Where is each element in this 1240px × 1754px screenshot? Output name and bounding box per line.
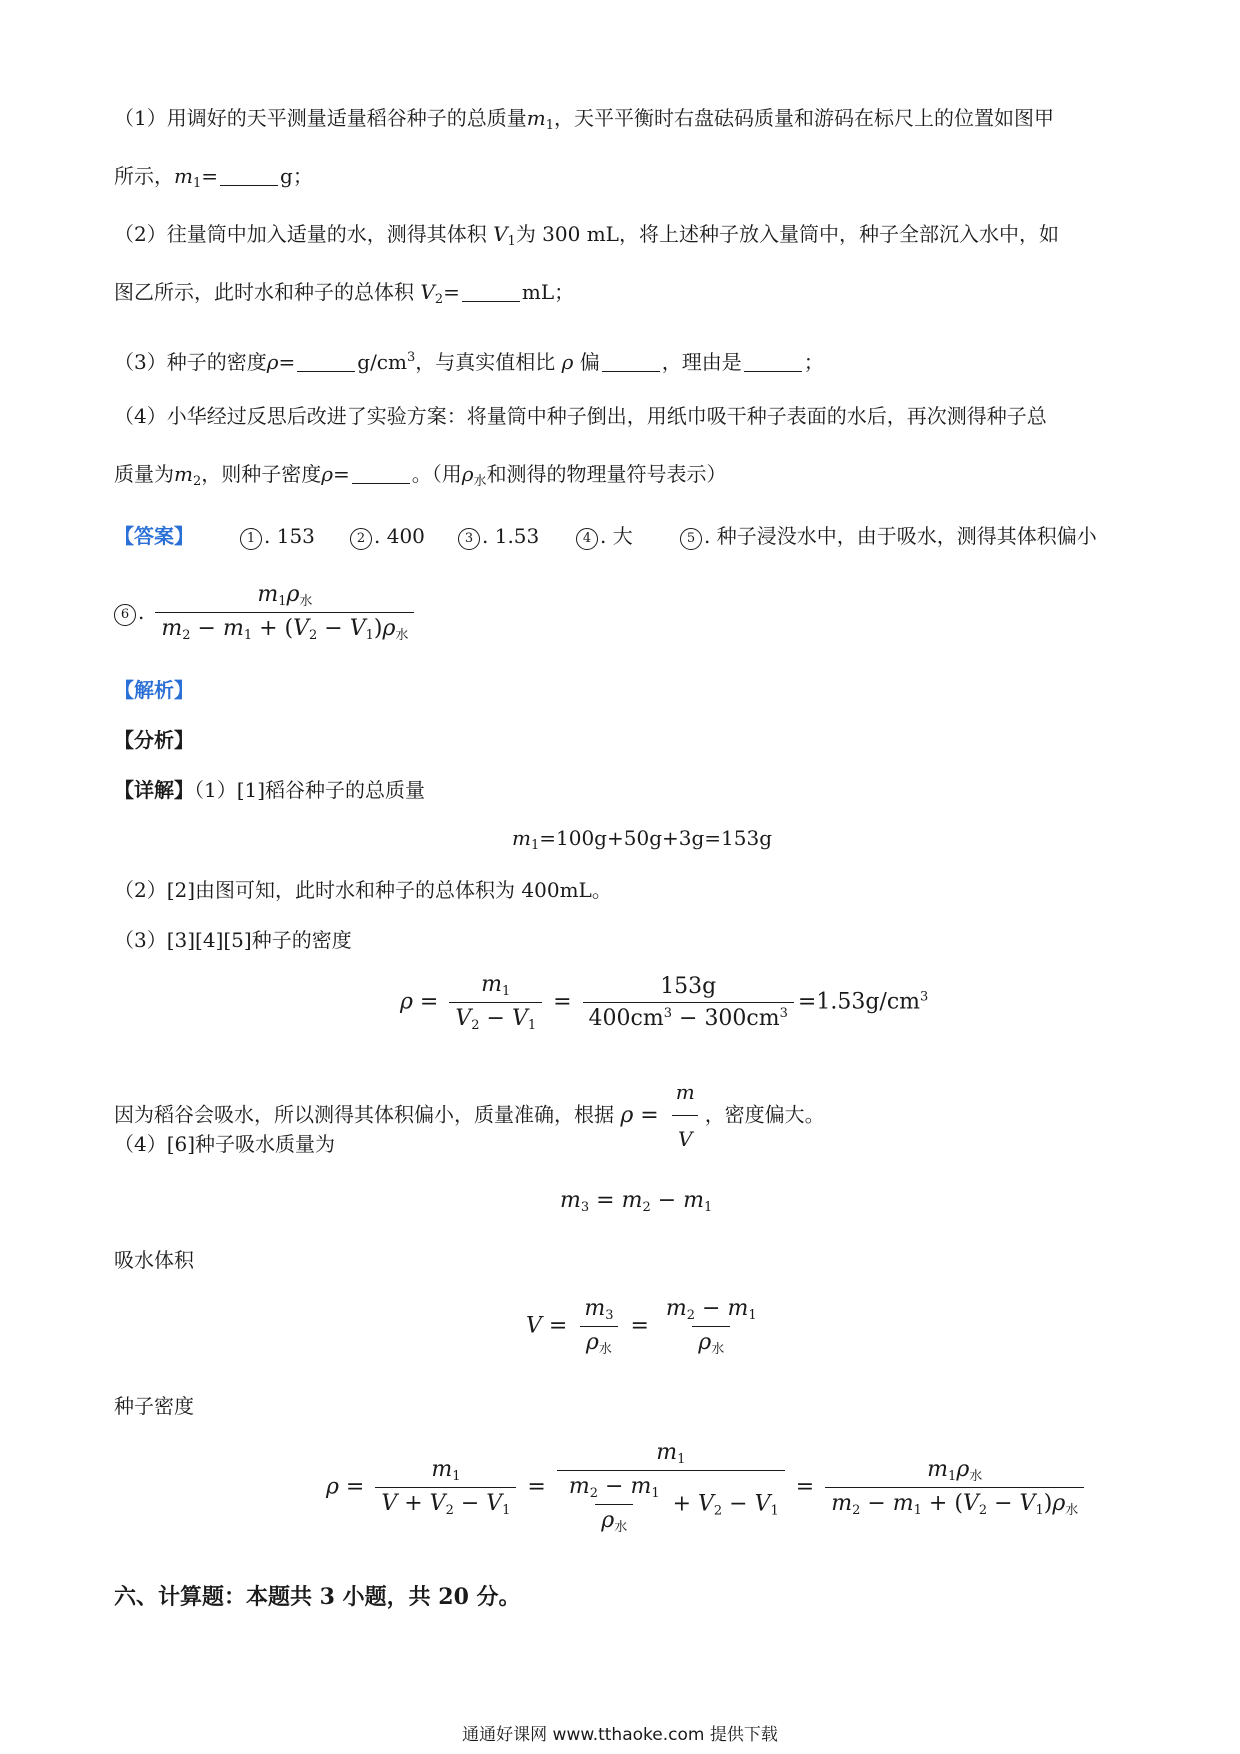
question-3-line: [114, 344, 824, 376]
circled-number: 5: [680, 528, 702, 550]
equation-density: ρ = $\frac{m_1}{V_2 - V_1}$ = $\frac{153g}{400cm^3 - 300cm^3}$ $=1.53g/cm^3$: [400, 972, 929, 1033]
sub-1: 1: [530, 838, 540, 853]
sym: m: [675, 1080, 695, 1104]
txt: 300cm: [704, 1006, 780, 1031]
answer-blank: [220, 165, 278, 186]
detail-line-3: （3）[3][4][5]种子的密度: [114, 928, 352, 952]
q3-text-e: 偏: [579, 350, 600, 374]
answer-value: . 种子浸没水中，由于吸水，测得其体积偏小: [704, 524, 1097, 548]
sub: 2: [713, 1503, 723, 1519]
sub: 1: [704, 1200, 713, 1215]
answer-item-6: [114, 582, 418, 643]
symbol-m: m: [512, 826, 531, 850]
sym: ρ: [1052, 1491, 1066, 1516]
sub: 2: [852, 1503, 861, 1518]
sym: ρ: [585, 1330, 599, 1355]
fenxi-label: 【分析】: [114, 728, 194, 752]
sym: m: [665, 1296, 687, 1321]
equation-final-density: ρ = $\frac{m_1}{V + V_2 - V_1}$ = $m_1$ $\frac{m_2 - m_1}{\rho_水}$ + $V_2 - V_1$ = $\frac{m_1\rho_水}{m_2 - m_1 + (V_2 - V_1)\rho_水}$: [326, 1440, 1088, 1535]
sym: V: [962, 1491, 979, 1516]
question-1-line-2: [114, 162, 313, 198]
symbol-rho: ρ: [461, 462, 474, 486]
sub: 1: [527, 1018, 537, 1033]
equation-text: =100g+50g+3g=153g: [539, 826, 773, 850]
sub-1: 1: [507, 234, 516, 249]
answer-value: . 大: [600, 524, 633, 548]
sub: 2: [978, 1503, 988, 1518]
answer-label: 【答案】: [114, 524, 194, 548]
sub: 水: [969, 1469, 983, 1484]
sym: ρ: [698, 1330, 712, 1355]
sup: 3: [779, 1006, 788, 1021]
sub: 1: [502, 984, 511, 999]
fraction: $\frac{m_2 - m_1}{\rho_水}$: [665, 1296, 757, 1357]
sub: 水: [299, 594, 313, 609]
answer-item-3: [458, 522, 539, 550]
question-1-line-1: [114, 104, 1054, 140]
sym: m: [727, 1296, 749, 1321]
symbol-rho: ρ: [266, 350, 279, 374]
q4-text-c: ，则种子密度: [201, 462, 322, 486]
sub: 1: [278, 594, 287, 609]
sub: 1: [677, 1452, 686, 1467]
symbol-rho: ρ: [561, 350, 574, 374]
sym: V: [754, 1491, 771, 1517]
sub: 水: [598, 1342, 612, 1357]
sym: ρ: [286, 582, 300, 607]
answer-blank: [462, 281, 520, 302]
sub: 1: [243, 628, 253, 643]
circled-number: 2: [350, 528, 372, 550]
sub: 1: [1035, 1503, 1044, 1518]
circled-number: 3: [458, 528, 480, 550]
q4-text-d: =: [333, 462, 350, 486]
q1-text-a: （1）用调好的天平测量适量稻谷种子的总质量: [114, 106, 527, 130]
question-4-line-1: [114, 402, 1047, 430]
sym: m: [257, 582, 279, 607]
question-2-line-2: [114, 278, 574, 314]
analysis-label: 【解析】: [114, 678, 194, 702]
sub: 2: [445, 1503, 454, 1518]
answer-item-1: [240, 522, 315, 550]
q2-text-d: =: [443, 280, 460, 304]
sup: 3: [663, 1006, 673, 1021]
sym: V: [486, 1491, 503, 1516]
fraction: [578, 1296, 619, 1357]
answer-blank: [297, 351, 355, 372]
sym: m: [222, 616, 244, 641]
q2-text-a: （2）往量筒中加入适量的水，测得其体积: [114, 222, 487, 246]
detail-line-4: 因为稻谷会吸水，所以测得其体积偏小，质量准确，根据 ρ = $\frac{m}{V}$ ，密度偏大。: [114, 1072, 825, 1159]
answer-blank: [352, 463, 410, 484]
xiangjie-label: 【详解】: [114, 778, 194, 802]
q1-text-c: 所示，: [114, 164, 174, 188]
sym: m: [630, 1474, 652, 1499]
fraction: [670, 1072, 701, 1159]
sym: m: [568, 1474, 590, 1499]
sub-1: 1: [192, 176, 202, 191]
fraction: $m_1$ $\frac{m_2 - m_1}{\rho_水}$ + $V_2 - V_1$: [557, 1440, 785, 1535]
answer-value: . 153: [264, 524, 315, 548]
sym: V: [293, 616, 309, 641]
answer-blank: [602, 351, 660, 372]
footer-text: 通通好课网 www.tthaoke.com 提供下载: [462, 1725, 778, 1745]
q3-text-a: （3）种子的密度: [114, 350, 267, 374]
equation-water-volume: V = $\frac{m_3}{\rho_水}$ = $\frac{m_2 - m_1}{\rho_水}$: [526, 1296, 767, 1357]
fraction: $\frac{153g}{400cm^3 - 300cm^3}$: [583, 974, 794, 1031]
sub-2: 2: [434, 292, 444, 307]
sym: m: [892, 1491, 914, 1516]
txt: 400cm: [588, 1006, 664, 1031]
detail-line-6: 吸水体积: [114, 1248, 194, 1272]
sym: V: [349, 616, 366, 641]
sym: V: [698, 1491, 714, 1517]
q3-text-c: g/cm: [357, 350, 407, 374]
sub-2: 2: [192, 474, 202, 489]
txt: 因为稻谷会吸水，所以测得其体积偏小，质量准确，根据: [114, 1102, 614, 1127]
sub: 2: [686, 1308, 696, 1323]
sub: 2: [309, 628, 318, 643]
fraction: $\frac{m_1\rho_水}{m_2 - m_1 + (V_2 - V_1)\rho_水}$: [825, 1457, 1084, 1518]
symbol-V: V: [420, 280, 435, 304]
q4-text-a: （4）小华经过反思后改进了实验方案：将量筒中种子倒出，用纸巾吸干种子表面的水后，再次测得种子总: [114, 404, 1047, 428]
q3-text-d: ，与真实值相比: [415, 350, 556, 374]
sub: 1: [748, 1308, 757, 1323]
sym: m: [584, 1296, 606, 1321]
q4-text-f: 和测得的物理量符号表示）: [486, 462, 727, 486]
q1-text-d: =: [201, 164, 219, 188]
sym: m: [831, 1491, 853, 1516]
answer-item-2: [350, 522, 425, 550]
sub: 水: [614, 1520, 628, 1535]
sym: m: [560, 1188, 581, 1213]
sym: V: [677, 1127, 693, 1151]
answer-item-4: [576, 522, 633, 550]
fraction: $\frac{m_2 - m_1}{\rho_水}$: [568, 1474, 660, 1535]
sub: 1: [651, 1486, 660, 1501]
circled-number: 1: [240, 528, 262, 550]
answer-6-fraction: $\frac{m_1\rho_水}{m_2 - m_1 + (V_2 - V_1)\rho_水}$: [155, 582, 414, 643]
sym: ρ: [400, 989, 413, 1015]
sub: 1: [502, 1503, 511, 1518]
symbol-m: m: [526, 106, 546, 130]
sup: 3: [920, 989, 929, 1005]
sym: V: [381, 1491, 398, 1516]
sym: ρ: [326, 1474, 339, 1500]
q1-text-e: g；: [280, 164, 313, 188]
detail-line-7: 种子密度: [114, 1394, 194, 1418]
sym: V: [429, 1491, 446, 1516]
answer-value: .: [138, 599, 145, 624]
sub: 1: [770, 1503, 779, 1519]
sym: ρ: [956, 1457, 970, 1482]
q3-text-g: ；: [803, 350, 824, 374]
result: =1.53g/cm: [797, 989, 921, 1015]
question-2-line-1: [114, 220, 1059, 256]
sub-water: 水: [473, 474, 487, 489]
symbol-m: m: [174, 164, 193, 188]
symbol-m: m: [174, 462, 193, 486]
answer-value: . 400: [374, 524, 425, 548]
sub: 1: [365, 628, 374, 643]
sym: m: [683, 1188, 705, 1213]
sub: 2: [589, 1486, 599, 1501]
symbol-V: V: [493, 222, 508, 246]
sup-3: 3: [406, 350, 416, 365]
sym: ρ: [601, 1508, 615, 1533]
sub-1: 1: [545, 118, 554, 133]
equation-water-mass: $m_3 = m_2 - m_1$: [560, 1188, 713, 1215]
sub: 1: [452, 1469, 461, 1484]
sub: 2: [182, 628, 191, 643]
q4-text-b: 质量为: [114, 462, 174, 486]
numerator: 153g: [660, 974, 717, 999]
detail-line-2: （2）[2]由图可知，此时水和种子的总体积为 400mL。: [114, 878, 612, 902]
sub: 3: [605, 1308, 614, 1323]
answer-blank: [744, 351, 802, 372]
sym: V: [511, 1006, 528, 1031]
symbol-rho: ρ: [321, 462, 334, 486]
q1-text-b: ，天平平衡时右盘砝码质量和游码在标尺上的位置如图甲: [553, 106, 1054, 130]
circled-number: 4: [576, 528, 598, 550]
detail-text: （1）[1]稻谷种子的总质量: [194, 778, 426, 802]
sym: ρ: [620, 1102, 634, 1128]
sub: 1: [913, 1503, 922, 1518]
q2-text-b: 为 300 mL，将上述种子放入量筒中，种子全部沉入水中，如: [515, 222, 1059, 246]
txt: ，密度偏大。: [704, 1102, 825, 1127]
question-4-line-2: [114, 460, 727, 496]
sub: 水: [711, 1342, 725, 1357]
sym: V: [455, 1006, 472, 1031]
sym: ρ: [382, 616, 396, 641]
fraction: $\frac{m_1}{V + V_2 - V_1}$: [375, 1457, 516, 1518]
sym: m: [656, 1440, 678, 1465]
answer-item-5: [680, 522, 1097, 550]
detail-line-1: [114, 776, 425, 804]
section-6-heading: 六、计算题：本题共 3 小题，共 20 分。: [114, 1584, 521, 1610]
sub: 2: [642, 1200, 651, 1215]
q3-text-f: ，理由是: [661, 350, 742, 374]
equation-mass: [512, 826, 772, 853]
sub: 水: [1065, 1503, 1079, 1518]
sub: 3: [580, 1200, 590, 1215]
q2-text-c: 图乙所示，此时水和种子的总体积: [114, 280, 414, 304]
sub: 1: [948, 1469, 957, 1484]
sym: m: [927, 1457, 949, 1482]
sym: V: [1019, 1491, 1036, 1516]
q4-text-e: 。（用: [411, 462, 462, 486]
sym: m: [431, 1457, 453, 1482]
sym: m: [621, 1188, 643, 1213]
detail-line-5: （4）[6]种子吸水质量为: [114, 1132, 336, 1156]
answer-value: . 1.53: [482, 524, 540, 548]
q2-text-e: mL；: [521, 280, 575, 304]
sym: m: [481, 972, 503, 997]
sub: 2: [471, 1018, 480, 1033]
sub: 水: [395, 628, 409, 643]
sym: V: [526, 1313, 542, 1339]
circled-number: 6: [114, 604, 136, 626]
fraction: $\frac{m_1}{V_2 - V_1}$: [449, 972, 542, 1033]
sym: m: [161, 616, 183, 641]
q3-text-b: =: [278, 350, 296, 374]
